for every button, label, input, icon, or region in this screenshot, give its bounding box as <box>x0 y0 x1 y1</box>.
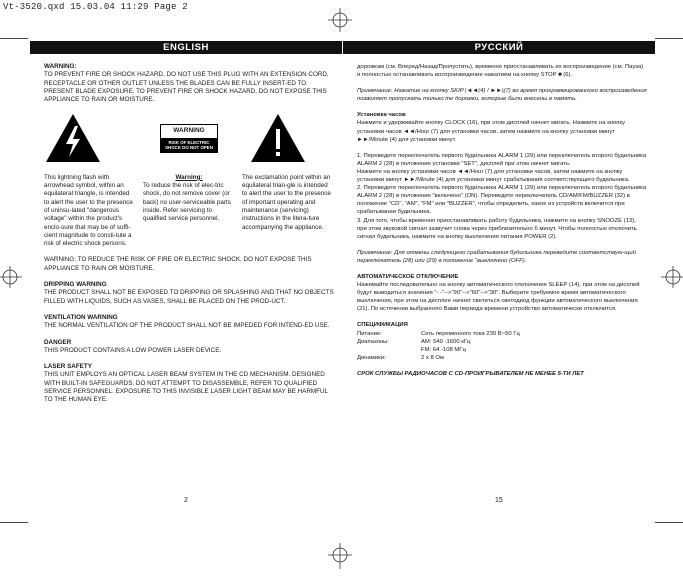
ventilation-title: VENTILATION WARNING <box>44 313 118 321</box>
safety-symbols <box>44 112 334 167</box>
danger-title: DANGER <box>44 338 72 346</box>
exclamation-description: The exclamation point within an equilateral trian-gle is intended to alert the user to the presence of important operating and maintenance (servicing) instructions in the litera-ture accompanying the appliance. <box>242 173 331 231</box>
dripping-title: DRIPPING WARNING <box>44 281 107 289</box>
warning-moisture: WARNING: TO REDUCE THE RISK OF FIRE OR ELECTRIC SHOCK, DO NOT EXPOSE THIS APPLIANCE TO RAIN OR MOISTURE. <box>44 256 312 272</box>
service-life: СРОК СЛУЖБЫ РАДИОЧАСОВ С CD-ПРОИГРЫВАТЕЛЕМ НЕ МЕНЕЕ 5-ТИ ЛЕТ <box>357 370 584 377</box>
spec-table <box>357 330 647 362</box>
registration-mark-icon <box>0 262 26 292</box>
section-header-english: ENGLISH <box>30 41 342 54</box>
russian-column <box>357 63 647 378</box>
registration-mark-icon <box>325 540 355 570</box>
alarm-step-1: 1. Переведите переключатель первого будильника ALARM 1 (29) или переключатель второго будильника ALARM 2 (28) в положение установки "SET", дисплей при этом начнет мигать. <box>357 152 647 167</box>
warning-text: TO PREVENT FIRE OR SHOCK HAZARD, DO NOT USE THIS PLUG WITH AN EXTENSION CORD, RECEPTACLE OR OTHER OUTLET UNLESS THE BLADES CAN BE FULLY INSERT-ED TO PRESENT BLADE EXPOSURE. TO PREVENT FIRE OR SHOCK HAZARD. DO NOT EXPOSE THIS APPLIANCE TO RAIN OR MOISTURE. <box>44 71 329 104</box>
sleep-title: АВТОМАТИЧЕСКОЕ ОТКЛЮЧЕНИЕ <box>357 273 459 280</box>
laser-title: LASER SAFETY <box>44 363 92 371</box>
laser-text: THIS UNIT EMPLOYS AN OPTICAL LASER BEAM SYSTEM IN THE CD MECHANISM. DESIGNED WITH BUILT-IN SAFEGUARDS. DO NOT ATTEMPT TO DISASSEMBLE, REFER TO QUALIFIED SERVICE PERSONNEL. EXPOSURE TO THIS INVISIBLE LASER LIGHT BEAM MAY BE HARMFUL TO THE HUMAN EYE. <box>44 371 328 404</box>
registration-mark-icon <box>657 262 683 292</box>
spec-row: Питание: Сеть переменного тока 230 В~50 Гц <box>357 330 520 337</box>
lightning-triangle-icon <box>44 112 102 164</box>
exclamation-triangle-icon <box>249 112 307 164</box>
spec-title: СПЕЦИФИКАЦИЯ <box>357 322 408 329</box>
spec-row: FM: 64 -108 МГц <box>421 346 466 353</box>
page-number-right: 15 <box>495 497 503 504</box>
clock-text: Нажмите и удерживайте кнопку CLOCK (16), при этом дисплей начнет мигать. Нажмите на кнопку установки часов ◄◄/Hour (7) для установки часов, затем нажмите на кнопку установки минут ►►/Minute (4) для установки минут. <box>357 120 626 143</box>
spec-row: Диапазоны: AM: 540 -1600 кГц <box>357 338 471 345</box>
warning-label-icon: WARNING RISK OF ELECTRIC SHOCK DO NOT OPEN <box>160 124 218 152</box>
alarm-step-1b: Нажмите на кнопку установки часов ◄◄/Hour (7) для установки часов, затем нажмите на кнопку установки минут ►►/Minute (4) для установки минут срабатывания соответствующего будильника. <box>357 168 630 184</box>
registration-mark-icon <box>325 8 355 34</box>
middle-warning-text: To reduce the risk of elec-tric shock, do not remove cover (or back) no user-serviceable parts inside. Refer servicing to qualified service personnel. <box>143 182 231 223</box>
page-number-left: 2 <box>184 497 188 504</box>
alarm-step-2: 2. Переведите переключатель первого будильника ALARM 1 (29) или переключатель второго будильника ALARM 2 (28) в положение "включено" (ON). Переведите переключатель CD/AM/FM/BUZZER (32) в положение "CD", "AM", "FM" или "BUZZER", чтобы определить, какое из устройств включится при срабатывании будильника. <box>357 185 647 216</box>
spec-row: Динамики: 2 x 8 Ом <box>357 354 445 361</box>
crop-mark <box>0 522 28 523</box>
sleep-text: Нажимайте последовательно на кнопку автоматического отключения SLEEP (14), при этом на дисплей будут выводиться значения "- -"-->"90"-->"60"-->"30". Выберите требуемое время автоматического выключения, при этом на дисплее начнет светиться светодиод функции автоматического выключения (21). По истечении выбранного Вами периода времени устройство автоматически отключится. <box>357 282 640 313</box>
lightning-description: This lightning flash with arrowhead symbol, within an equilateral triangle, is intended to alert the user to the presence of uninsu-lated "dangerous voltage" within the product's enclo-sure that may be of suffi-cient magnitude to consti-tute a risk of electric shock persons. <box>44 173 133 248</box>
middle-warning-title: Warning: <box>175 173 203 181</box>
alarm-step-3: 3. Для того, чтобы временно приостанавливать работу будильника, нажмите на кнопку SNOOZE (13), при этом звуковой сигнал зазвучит снова через приблизительно 6 минут. Чтобы полностью отключить сигнал будильника, нажмите на кнопку выключения питания POWER (2). <box>357 217 637 240</box>
ventilation-text: THE NORMAL VENTILATION OF THE PRODUCT SHALL NOT BE IMPEDED FOR INTEND-ED USE. <box>44 322 330 330</box>
crop-mark <box>655 38 683 39</box>
note-alarm-cancel: Примечание: Для отмены следующего срабатывания будильника переведите соответствую-щий переключатель (28) или (29) в положение "выключено (OFF). <box>357 249 636 264</box>
crop-mark <box>655 522 683 523</box>
crop-mark <box>0 38 28 39</box>
intro-text: дорожкам (см. Вперед/Назад/Пропустить), временно приостанавливать их воспроизведение (см. Пауза) и полностью останавливать воспроизведение нажатием на кнопку STOP ■ (6). <box>357 64 644 79</box>
warning-title: WARNING: <box>44 63 77 70</box>
english-column <box>44 63 334 413</box>
note-skip: Примечание: Нажатие на кнопку SKIP |◄◄(4) / ►►|(7) во время программированного воспроизведения позволяет пропускать только те дорожки, которые были внесены в память. <box>357 88 647 103</box>
danger-text: THIS PRODUCT CONTAINS A LOW POWER LASER DEVICE. <box>44 346 222 354</box>
section-header-russian: РУССКИЙ <box>343 41 655 54</box>
file-header: Vt-3520.qxd 15.03.04 11:29 Page 2 <box>3 2 188 12</box>
dripping-text: THE PRODUCT SHALL NOT BE EXPOSED TO DRIPPING OR SPLASHING AND THAT NO OBJECTS FILLED WITH LIQUIDS, SUCH AS VASES, SHALL BE PLACED ON THE PROD-UCT. <box>44 289 334 305</box>
clock-title: Установка часов <box>357 112 406 119</box>
